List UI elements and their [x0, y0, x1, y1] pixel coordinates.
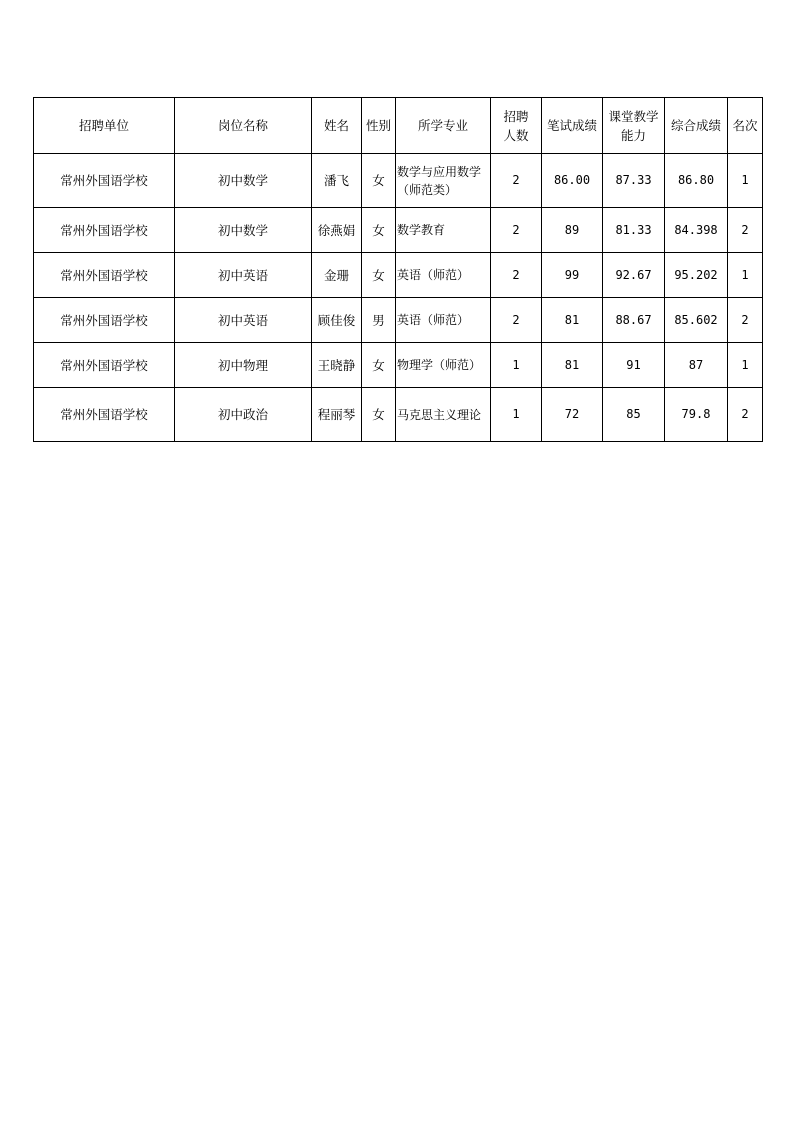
cell-major: 英语（师范）: [396, 298, 491, 343]
cell-unit: 常州外国语学校: [34, 154, 175, 208]
cell-position: 初中英语: [175, 298, 312, 343]
cell-written: 81: [542, 298, 603, 343]
cell-quota: 2: [491, 298, 542, 343]
cell-quota: 2: [491, 208, 542, 253]
cell-major-line2: （师范类）: [397, 182, 458, 197]
cell-written: 72: [542, 388, 603, 442]
cell-written: 81: [542, 343, 603, 388]
cell-rank: 2: [728, 388, 763, 442]
cell-major-line1: 数学与应用数学: [397, 164, 482, 179]
cell-total: 79.8: [665, 388, 728, 442]
cell-major: 英语（师范）: [396, 253, 491, 298]
cell-major: 物理学（师范）: [396, 343, 491, 388]
cell-teaching: 91: [603, 343, 665, 388]
cell-name: 金珊: [312, 253, 362, 298]
header-name: 姓名: [312, 98, 362, 154]
cell-major: 数学教育: [396, 208, 491, 253]
cell-total: 84.398: [665, 208, 728, 253]
cell-gender: 女: [362, 343, 396, 388]
cell-position: 初中政治: [175, 388, 312, 442]
cell-position: 初中物理: [175, 343, 312, 388]
cell-teaching: 85: [603, 388, 665, 442]
header-position: 岗位名称: [175, 98, 312, 154]
cell-unit: 常州外国语学校: [34, 298, 175, 343]
cell-name: 顾佳俊: [312, 298, 362, 343]
cell-written: 99: [542, 253, 603, 298]
cell-quota: 1: [491, 343, 542, 388]
header-rank: 名次: [728, 98, 763, 154]
cell-gender: 女: [362, 208, 396, 253]
results-table: [33, 97, 763, 442]
cell-gender: 女: [362, 154, 396, 208]
header-written: 笔试成绩: [542, 98, 603, 154]
table-row: [34, 208, 763, 253]
cell-position: 初中英语: [175, 253, 312, 298]
table-row: [34, 298, 763, 343]
cell-rank: 2: [728, 298, 763, 343]
cell-major: 马克思主义理论: [396, 388, 491, 442]
cell-rank: 1: [728, 154, 763, 208]
table-row: [34, 388, 763, 442]
cell-total: 87: [665, 343, 728, 388]
cell-name: 王晓静: [312, 343, 362, 388]
cell-position: 初中数学: [175, 154, 312, 208]
cell-unit: 常州外国语学校: [34, 388, 175, 442]
cell-major: [396, 154, 491, 208]
cell-unit: 常州外国语学校: [34, 208, 175, 253]
header-quota-line2: 人数: [503, 127, 529, 143]
cell-teaching: 92.67: [603, 253, 665, 298]
header-teaching-line1: 课堂教学: [608, 108, 659, 124]
table-row: [34, 253, 763, 298]
cell-gender: 女: [362, 253, 396, 298]
cell-quota: 2: [491, 253, 542, 298]
cell-name: 程丽琴: [312, 388, 362, 442]
header-quota-line1: 招聘: [503, 108, 529, 124]
header-quota: [491, 98, 542, 154]
cell-position: 初中数学: [175, 208, 312, 253]
header-total: 综合成绩: [665, 98, 728, 154]
cell-quota: 2: [491, 154, 542, 208]
cell-unit: 常州外国语学校: [34, 253, 175, 298]
cell-total: 86.80: [665, 154, 728, 208]
cell-rank: 1: [728, 343, 763, 388]
header-major: 所学专业: [396, 98, 491, 154]
table-row: [34, 154, 763, 208]
cell-total: 95.202: [665, 253, 728, 298]
header-teaching-line2: 能力: [620, 127, 646, 143]
cell-rank: 2: [728, 208, 763, 253]
cell-written: 86.00: [542, 154, 603, 208]
cell-rank: 1: [728, 253, 763, 298]
header-row: [34, 98, 763, 154]
cell-teaching: 81.33: [603, 208, 665, 253]
cell-teaching: 88.67: [603, 298, 665, 343]
table-row: [34, 343, 763, 388]
cell-gender: 男: [362, 298, 396, 343]
cell-quota: 1: [491, 388, 542, 442]
cell-name: 潘飞: [312, 154, 362, 208]
cell-unit: 常州外国语学校: [34, 343, 175, 388]
header-gender: 性别: [362, 98, 396, 154]
cell-name: 徐燕娟: [312, 208, 362, 253]
cell-total: 85.602: [665, 298, 728, 343]
cell-teaching: 87.33: [603, 154, 665, 208]
cell-written: 89: [542, 208, 603, 253]
cell-gender: 女: [362, 388, 396, 442]
header-teaching: [603, 98, 665, 154]
header-unit: 招聘单位: [34, 98, 175, 154]
